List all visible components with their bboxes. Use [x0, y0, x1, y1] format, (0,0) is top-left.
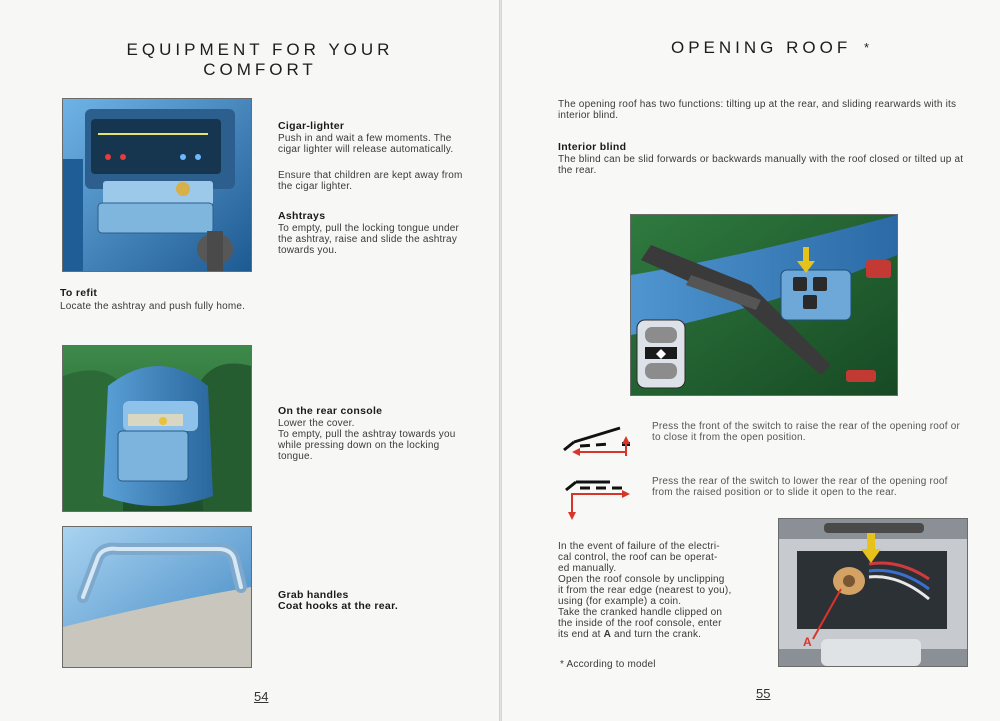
opening-roof-intro: The opening roof has two functions: tilting up at the rear, and sliding rearwards with its interior blind.: [558, 99, 957, 121]
callout-a: A: [803, 635, 812, 649]
interior-blind-text: The blind can be slid forwards or backwards manually with the roof closed or tilted up at the rear.: [558, 154, 964, 176]
rear-console-text2: To empty, pull the ashtray towards you while pressing down on the locking tongue.: [278, 429, 456, 462]
manual-operation-text: In the event of failure of the electri- cal control, the roof can be operat- ed manually. Open the roof console by unclipping it from the rear edge (nearest to you), using (for example) a coin. Take the cranked handle clipped on the inside of the roof console, enter its end at A and turn the crank.: [558, 541, 732, 640]
ashtrays-text: To empty, pull the locking tongue under the ashtray, raise and slide the ashtray towards you.: [278, 223, 460, 256]
refit-heading: To refit: [60, 287, 98, 299]
cigar-lighter-text: Push in and wait a few moments. The cigar lighter will release automatically.: [278, 133, 454, 155]
page-number-55: 55: [756, 686, 771, 701]
switch-rear-diagram: [560, 474, 638, 520]
grab-handle-illustration: [62, 526, 252, 668]
press-front-text: Press the front of the switch to raise the rear of the opening roof or to close it from the open position.: [652, 421, 961, 443]
refit-text: Locate the ashtray and push fully home.: [60, 301, 246, 312]
rear-console-text1: Lower the cover.: [278, 418, 355, 429]
cigar-lighter-warning: Ensure that children are kept away from the cigar lighter.: [278, 170, 463, 192]
rear-console-illustration: [62, 345, 252, 512]
left-page-title: EQUIPMENT FOR YOUR COMFORT: [126, 40, 394, 79]
press-rear-text: Press the rear of the switch to lower the rear of the opening roof from the raised position or to slide it open to the rear.: [652, 476, 948, 498]
roof-console-illustration: [778, 518, 968, 667]
grab-handles-heading: Grab handles: [278, 589, 349, 601]
roof-switch-illustration: [630, 214, 898, 396]
page-55: [502, 0, 1000, 721]
interior-blind-heading: Interior blind: [558, 141, 627, 153]
footnote: * According to model: [560, 659, 656, 670]
ashtrays-heading: Ashtrays: [278, 210, 326, 222]
right-page-title: OPENING ROOF *: [670, 38, 874, 57]
rear-console-heading: On the rear console: [278, 405, 383, 417]
coat-hooks-heading: Coat hooks at the rear.: [278, 600, 399, 612]
page-number-54: 54: [254, 689, 269, 704]
cigar-lighter-heading: Cigar-lighter: [278, 120, 345, 132]
cigar-lighter-illustration: [62, 98, 252, 272]
switch-front-diagram: [560, 420, 638, 462]
